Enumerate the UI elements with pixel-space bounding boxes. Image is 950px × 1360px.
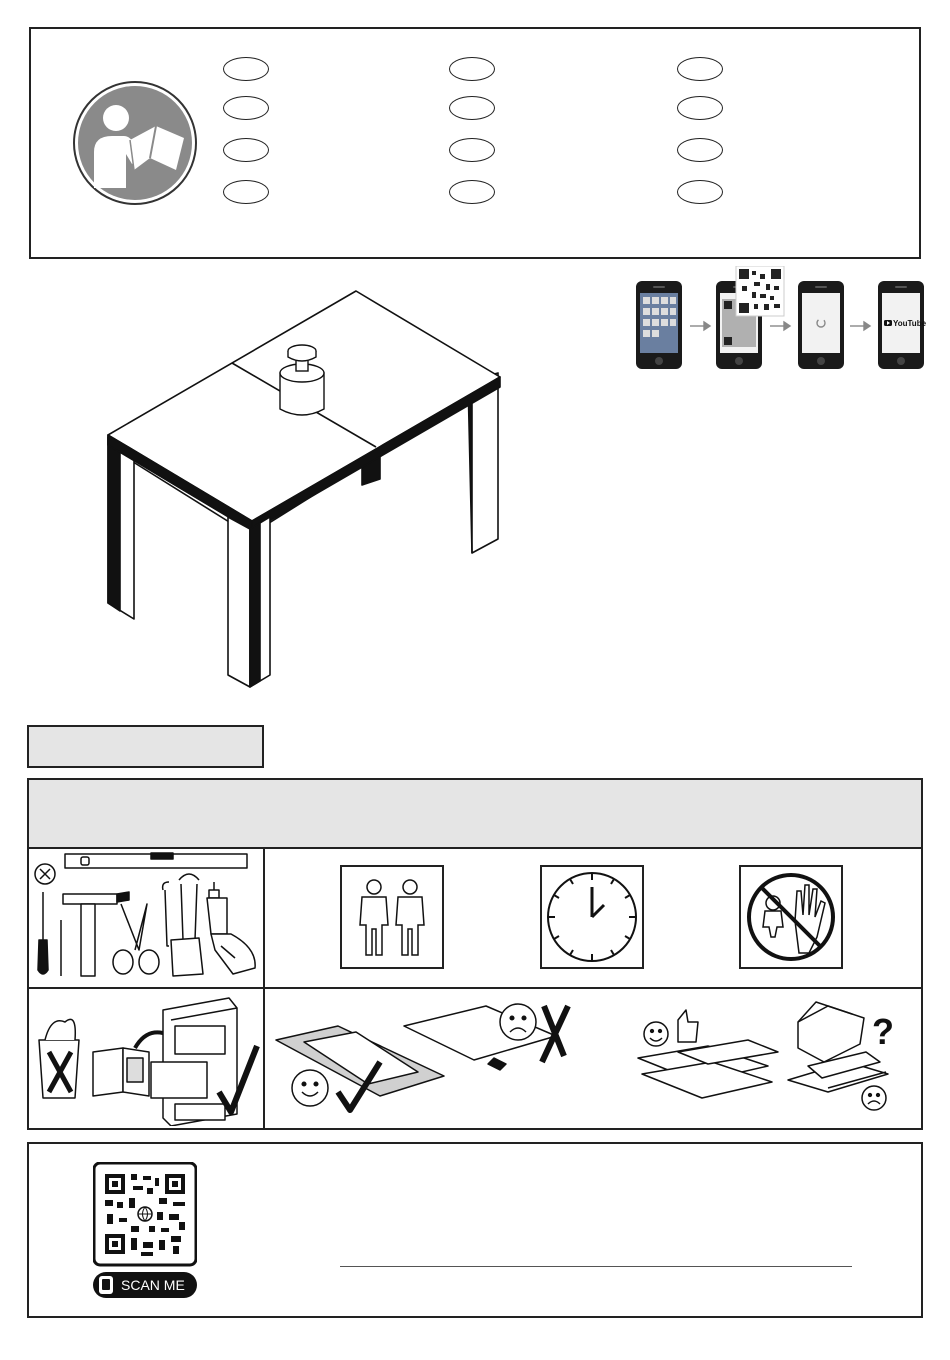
sort-parts-icon: [638, 1010, 778, 1098]
no-children-frame: [739, 865, 843, 969]
keep-manual-icon: [31, 992, 263, 1126]
tools-illustration: [31, 850, 263, 986]
language-oval: [223, 180, 269, 204]
language-oval: [223, 57, 269, 81]
language-oval: [449, 96, 495, 120]
phone-loading-icon: [798, 281, 844, 369]
language-oval: [449, 138, 495, 162]
language-oval: [223, 138, 269, 162]
language-oval: [449, 180, 495, 204]
screwdriver-icon: [38, 892, 48, 974]
scan-me-label: SCAN ME: [121, 1277, 185, 1293]
advice-illustration: [268, 992, 920, 1126]
two-persons-icon: [342, 867, 442, 967]
pliers-icon: [171, 874, 203, 976]
language-oval: [449, 57, 495, 81]
phone-youtube-icon: [878, 281, 927, 369]
qr-code[interactable]: [93, 1162, 197, 1300]
clock-frame: [540, 865, 644, 969]
table-illustration: [100, 285, 510, 695]
section-label-box: [27, 725, 264, 768]
language-oval: [677, 180, 723, 204]
phone-home-icon: [636, 281, 682, 369]
header-bar: [27, 778, 923, 849]
qr-mini-icon: [736, 266, 784, 316]
language-oval: [677, 57, 723, 81]
level-icon: [65, 853, 247, 868]
read-manual-icon: [72, 80, 198, 206]
assemble-on-rug-icon: [276, 1026, 444, 1110]
language-oval: [677, 96, 723, 120]
two-persons-frame: [340, 865, 444, 969]
unsorted-parts-icon: [788, 1002, 894, 1110]
svg-text:YouTube: YouTube: [893, 319, 927, 328]
svg-text:?: ?: [872, 1011, 894, 1052]
phone-steps: [632, 266, 932, 376]
no-tool-icon: [35, 864, 55, 884]
no-children-icon: [741, 867, 841, 967]
clock-icon: [542, 867, 642, 967]
scissors-icon: [113, 904, 159, 974]
drill-icon: [207, 882, 255, 974]
language-oval: [677, 138, 723, 162]
qr-underline: [340, 1266, 852, 1267]
language-oval: [223, 96, 269, 120]
